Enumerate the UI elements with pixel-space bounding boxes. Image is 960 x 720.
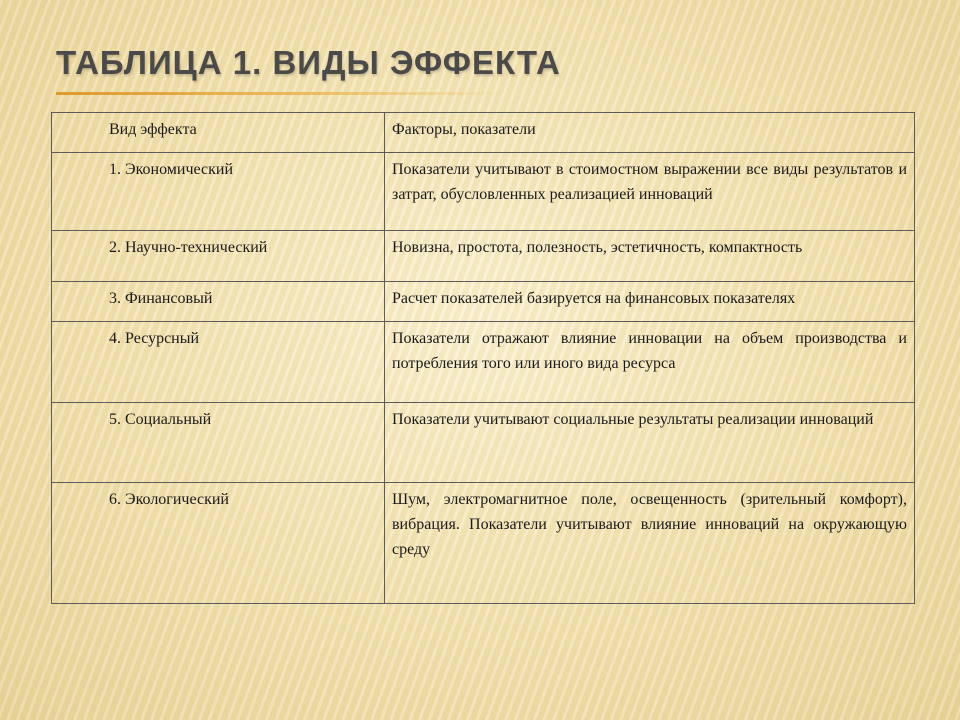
effect-description-cell: Шум, электромагнитное поле, освещенность (зрительный комфорт), вибрация. Показатели учитывают влияние инноваций на окружающую среду bbox=[385, 483, 915, 604]
effect-type-cell: 6. Экологический bbox=[52, 483, 385, 604]
effect-type-cell: 5. Социальный bbox=[52, 403, 385, 483]
effect-type-cell: 3. Финансовый bbox=[52, 282, 385, 322]
effect-description-cell: Расчет показателей базируется на финансовых показателях bbox=[385, 282, 915, 322]
table-row bbox=[52, 231, 915, 282]
table-row bbox=[52, 483, 915, 604]
table-header-row bbox=[52, 113, 915, 153]
effect-description-cell: Показатели учитывают социальные результаты реализации инноваций bbox=[385, 403, 915, 483]
effect-description-cell: Показатели учитывают в стоимостном выражении все виды результатов и затрат, обусловленных реализацией инноваций bbox=[385, 153, 915, 231]
effect-type-cell: 1. Экономический bbox=[52, 153, 385, 231]
table-row bbox=[52, 403, 915, 483]
title-underline bbox=[56, 92, 506, 95]
header-factors: Факторы, показатели bbox=[385, 113, 915, 153]
effect-description-cell: Показатели отражают влияние инновации на объем производства и потребления того или иного вида ресурса bbox=[385, 322, 915, 403]
effect-type-cell: 2. Научно-технический bbox=[52, 231, 385, 282]
table-row bbox=[52, 153, 915, 231]
effects-table bbox=[51, 112, 915, 604]
effect-description-cell: Новизна, простота, полезность, эстетичность, компактность bbox=[385, 231, 915, 282]
table-row bbox=[52, 282, 915, 322]
table-row bbox=[52, 322, 915, 403]
slide-title: ТАБЛИЦА 1. ВИДЫ ЭФФЕКТА bbox=[56, 44, 561, 81]
effect-type-cell: 4. Ресурсный bbox=[52, 322, 385, 403]
header-effect-type: Вид эффекта bbox=[52, 113, 385, 153]
